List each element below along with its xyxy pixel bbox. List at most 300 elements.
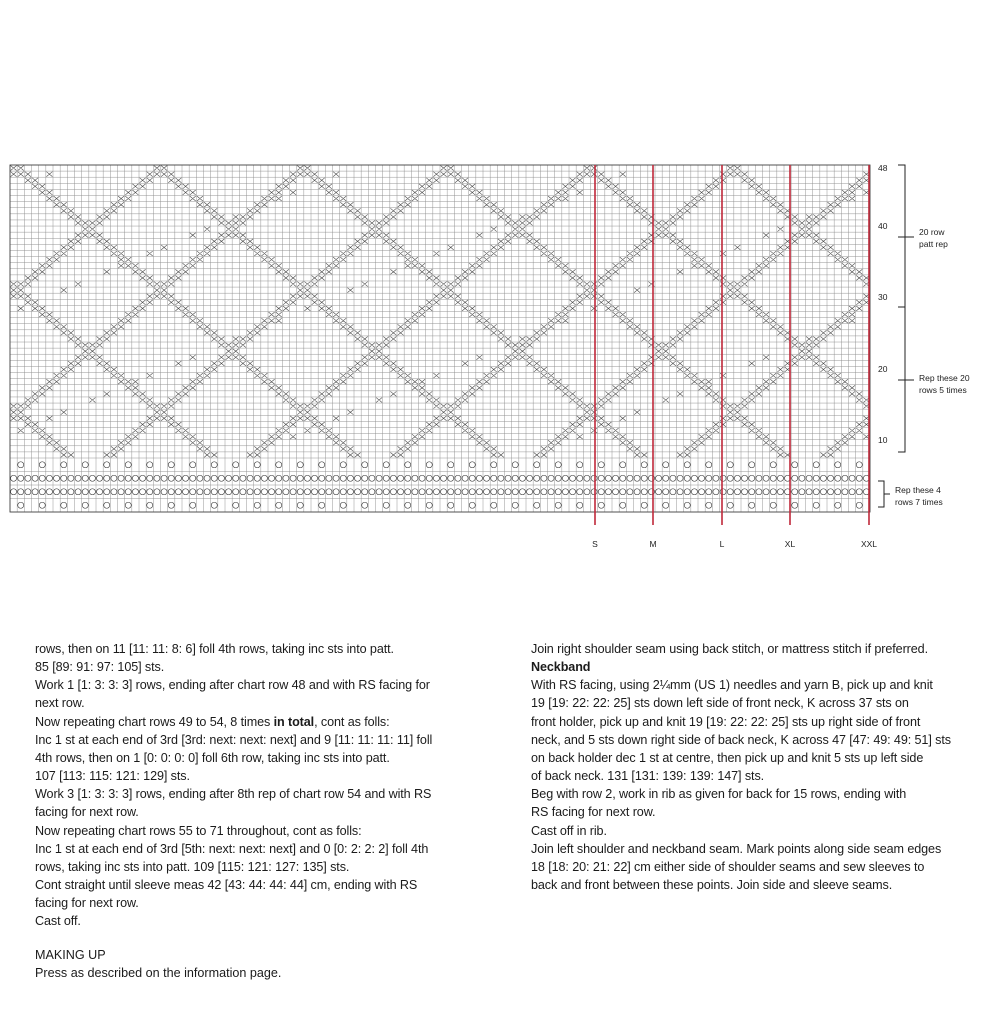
rib-stitch bbox=[175, 489, 181, 495]
rib-stitch bbox=[355, 475, 361, 481]
size-label-xl: XL bbox=[784, 539, 796, 549]
rib-stitch bbox=[813, 489, 819, 495]
rib-stitch bbox=[656, 489, 662, 495]
rib-stitch bbox=[813, 502, 819, 508]
rib-stitch bbox=[233, 462, 239, 468]
rib-stitch bbox=[727, 462, 733, 468]
rib-stitch bbox=[455, 475, 461, 481]
chart-grid bbox=[10, 165, 870, 512]
rib-stitch bbox=[512, 462, 518, 468]
rib-stitch bbox=[663, 489, 669, 495]
rib-stitch bbox=[147, 502, 153, 508]
rib-stitch bbox=[498, 475, 504, 481]
rib-stitch bbox=[734, 475, 740, 481]
rib-stitch bbox=[684, 489, 690, 495]
rib-stitch bbox=[168, 475, 174, 481]
rib-stitch bbox=[111, 489, 117, 495]
rib-stitch bbox=[39, 462, 45, 468]
rib-stitch bbox=[699, 475, 705, 481]
rib-stitch bbox=[663, 462, 669, 468]
text-line: of back neck. 131 [131: 139: 139: 147] sts. bbox=[531, 769, 765, 784]
rib-stitch bbox=[441, 489, 447, 495]
instructions-right-column bbox=[531, 640, 976, 894]
rib-stitch bbox=[749, 489, 755, 495]
rib-stitch bbox=[82, 502, 88, 508]
rib-stitch bbox=[132, 489, 138, 495]
text-line: back and front between these points. Join side and sleeve seams. bbox=[531, 878, 893, 893]
rib-stitch bbox=[390, 475, 396, 481]
rib-stitch bbox=[570, 489, 576, 495]
rib-stitch bbox=[32, 489, 38, 495]
rib-stitch bbox=[405, 462, 411, 468]
text-line: Inc 1 st at each end of 3rd [5th: next: next: next] and 0 [0: 2: 2: 2] foll 4th bbox=[35, 841, 429, 856]
rib-stitch bbox=[276, 502, 282, 508]
rib-stitch bbox=[190, 462, 196, 468]
rib-stitch bbox=[598, 489, 604, 495]
rib-stitch bbox=[405, 475, 411, 481]
making-up-heading: MAKING UP bbox=[35, 948, 106, 962]
text-span: Now repeating chart rows 49 to 54, 8 times bbox=[35, 714, 274, 729]
rib-stitch bbox=[555, 489, 561, 495]
rib-stitch bbox=[519, 489, 525, 495]
rib-stitch bbox=[147, 489, 153, 495]
rib-stitch bbox=[813, 475, 819, 481]
rib-stitch bbox=[462, 489, 468, 495]
rib-stitch bbox=[720, 475, 726, 481]
rib-stitch bbox=[577, 475, 583, 481]
rib-stitch bbox=[856, 462, 862, 468]
rib-stitch bbox=[677, 489, 683, 495]
text-line: Work 3 [1: 3: 3: 3] rows, ending after 8th rep of chart row 54 and with RS bbox=[35, 787, 432, 802]
rib-stitch bbox=[856, 489, 862, 495]
row-number-30: 30 bbox=[878, 292, 888, 302]
rib-stitch bbox=[792, 502, 798, 508]
rib-stitch bbox=[319, 502, 325, 508]
rib-stitch bbox=[283, 475, 289, 481]
rib-stitch bbox=[398, 475, 404, 481]
rib-stitch bbox=[763, 475, 769, 481]
rib-stitch bbox=[727, 475, 733, 481]
rib-stitch bbox=[777, 475, 783, 481]
rib-stitch bbox=[11, 489, 17, 495]
text-line: on back holder dec 1 st at centre, then pick up and knit 5 sts up left side bbox=[531, 750, 924, 765]
rib-stitch bbox=[749, 475, 755, 481]
rib-stitch bbox=[634, 489, 640, 495]
rib-stitch bbox=[584, 489, 590, 495]
rib-stitch bbox=[684, 462, 690, 468]
rib-stitch bbox=[333, 475, 339, 481]
rib-stitch bbox=[641, 489, 647, 495]
rib-stitch bbox=[842, 489, 848, 495]
annotation-rep4-line2: rows 7 times bbox=[895, 497, 943, 507]
text-line: next row. bbox=[35, 696, 85, 711]
rib-stitch bbox=[412, 475, 418, 481]
rib-stitch bbox=[699, 489, 705, 495]
rib-stitch bbox=[663, 475, 669, 481]
annotation-rep20-line2: rows 5 times bbox=[919, 385, 967, 395]
text-line: RS facing for next row. bbox=[531, 805, 656, 820]
rib-stitch bbox=[247, 489, 253, 495]
rib-stitch bbox=[25, 475, 31, 481]
rib-stitch bbox=[376, 489, 382, 495]
rib-stitch bbox=[362, 502, 368, 508]
rib-stitch bbox=[756, 489, 762, 495]
rib-stitch bbox=[620, 489, 626, 495]
rib-stitch bbox=[763, 489, 769, 495]
rib-stitch bbox=[125, 462, 131, 468]
rib-stitch bbox=[240, 489, 246, 495]
rib-stitch bbox=[835, 475, 841, 481]
rib-stitch bbox=[412, 489, 418, 495]
rib-stitch bbox=[663, 502, 669, 508]
rib-stitch bbox=[577, 489, 583, 495]
rib-stitch bbox=[211, 489, 217, 495]
rib-stitch bbox=[548, 475, 554, 481]
rib-stitch bbox=[312, 475, 318, 481]
rib-stitch bbox=[498, 489, 504, 495]
rib-stitch bbox=[362, 489, 368, 495]
rib-stitch bbox=[749, 462, 755, 468]
rib-stitch bbox=[211, 502, 217, 508]
text-line: Join right shoulder seam using back stitch, or mattress stitch if preferred. bbox=[531, 642, 928, 656]
rib-stitch bbox=[168, 462, 174, 468]
rib-stitch bbox=[319, 475, 325, 481]
rib-stitch bbox=[75, 475, 81, 481]
rib-stitch bbox=[190, 489, 196, 495]
rib-stitch bbox=[777, 489, 783, 495]
rib-stitch bbox=[512, 502, 518, 508]
rib-stitch bbox=[211, 475, 217, 481]
rib-stitch bbox=[61, 462, 67, 468]
rib-stitch bbox=[534, 502, 540, 508]
rib-stitch bbox=[340, 475, 346, 481]
rib-stitch bbox=[770, 489, 776, 495]
rib-stitch bbox=[527, 489, 533, 495]
rib-stitch bbox=[519, 475, 525, 481]
rib-stitch bbox=[835, 502, 841, 508]
rib-stitch bbox=[448, 475, 454, 481]
rib-stitch bbox=[204, 475, 210, 481]
rib-stitch bbox=[820, 475, 826, 481]
rib-stitch bbox=[211, 462, 217, 468]
rib-stitch bbox=[61, 475, 67, 481]
rib-stitch bbox=[448, 502, 454, 508]
rib-stitch bbox=[448, 489, 454, 495]
rib-stitch bbox=[842, 475, 848, 481]
rib-stitch bbox=[426, 475, 432, 481]
rib-stitch bbox=[240, 475, 246, 481]
grid-lines bbox=[10, 165, 870, 512]
making-up-text: Press as described on the information page. bbox=[35, 966, 282, 981]
rib-stitch bbox=[54, 475, 60, 481]
rib-stitch bbox=[476, 489, 482, 495]
rib-stitch bbox=[505, 475, 511, 481]
rib-stitch bbox=[197, 489, 203, 495]
text-line: Work 1 [1: 3: 3: 3] rows, ending after chart row 48 and with RS facing for bbox=[35, 678, 430, 693]
rib-stitch bbox=[613, 475, 619, 481]
rib-stitch bbox=[11, 475, 17, 481]
rib-stitch bbox=[340, 462, 346, 468]
rib-stitch bbox=[856, 475, 862, 481]
rib-stitch bbox=[383, 462, 389, 468]
repeat-brackets bbox=[878, 165, 914, 507]
rib-stitch bbox=[720, 489, 726, 495]
rib-stitch bbox=[806, 489, 812, 495]
size-label-m: M bbox=[649, 539, 657, 549]
rib-stitch bbox=[297, 475, 303, 481]
rib-stitch bbox=[641, 475, 647, 481]
rib-stitch bbox=[656, 475, 662, 481]
rib-stitch bbox=[233, 475, 239, 481]
rib-stitch bbox=[104, 489, 110, 495]
rib-stitch bbox=[820, 489, 826, 495]
size-labels bbox=[592, 539, 877, 549]
rib-stitch bbox=[584, 475, 590, 481]
rib-stitch bbox=[627, 489, 633, 495]
rib-stitch bbox=[770, 502, 776, 508]
rib-stitch bbox=[147, 462, 153, 468]
rib-stitch bbox=[269, 489, 275, 495]
rib-stitch bbox=[340, 489, 346, 495]
rib-stitch bbox=[548, 489, 554, 495]
rib-stitch bbox=[261, 475, 267, 481]
rib-stitch bbox=[111, 475, 117, 481]
rib-stitch bbox=[118, 475, 124, 481]
rib-stitch bbox=[369, 489, 375, 495]
rib-stitch bbox=[433, 489, 439, 495]
rib-stitch bbox=[620, 475, 626, 481]
rib-stitch bbox=[312, 489, 318, 495]
rib-stitch bbox=[541, 475, 547, 481]
text-line: 4th rows, then on 1 [0: 0: 0: 0] foll 6th row, taking inc sts into patt. bbox=[35, 750, 390, 765]
text-line: rows, taking inc sts into patt. 109 [115: 121: 127: 135] sts. bbox=[35, 859, 350, 874]
rib-stitch bbox=[168, 502, 174, 508]
text-line: front holder, pick up and knit 19 [19: 22: 22: 25] sts up right side of front bbox=[531, 714, 921, 729]
rib-stitch bbox=[204, 489, 210, 495]
rib-stitch bbox=[276, 489, 282, 495]
rib-stitch bbox=[534, 475, 540, 481]
rib-stitch bbox=[347, 489, 353, 495]
rib-stitch bbox=[419, 475, 425, 481]
rib-stitch bbox=[283, 489, 289, 495]
rib-stitch bbox=[297, 489, 303, 495]
rib-stitch bbox=[613, 489, 619, 495]
rib-stitch bbox=[813, 462, 819, 468]
rib-stitch bbox=[190, 502, 196, 508]
rib-stitch bbox=[147, 475, 153, 481]
rib-stitch bbox=[125, 475, 131, 481]
rib-stitch bbox=[82, 475, 88, 481]
text-line: Inc 1 st at each end of 3rd [3rd: next: next: next] and 9 [11: 11: 11: 11] foll bbox=[35, 732, 433, 747]
rib-stitch bbox=[598, 502, 604, 508]
annotation-patt-rep-line1: 20 row bbox=[919, 227, 945, 237]
rib-stitch bbox=[598, 475, 604, 481]
rib-stitch bbox=[161, 489, 167, 495]
rib-stitch bbox=[197, 475, 203, 481]
rib-stitch bbox=[691, 489, 697, 495]
rib-stitch bbox=[254, 502, 260, 508]
text-line: Cast off in rib. bbox=[531, 823, 607, 838]
rib-stitch bbox=[89, 475, 95, 481]
rib-stitch bbox=[426, 489, 432, 495]
row-number-labels bbox=[878, 163, 888, 445]
rib-stitch bbox=[562, 475, 568, 481]
rib-stitch bbox=[534, 462, 540, 468]
rib-stitch bbox=[347, 475, 353, 481]
rib-stitch bbox=[276, 462, 282, 468]
instructions-left-column bbox=[35, 640, 505, 931]
rib-stitch bbox=[792, 462, 798, 468]
rib-stitch bbox=[18, 502, 24, 508]
rib-stitch bbox=[491, 475, 497, 481]
rib-stitch bbox=[770, 462, 776, 468]
rib-stitch bbox=[469, 489, 475, 495]
rib-stitch bbox=[190, 475, 196, 481]
rib-stitch bbox=[670, 475, 676, 481]
rib-stitch bbox=[183, 475, 189, 481]
rib-stitch bbox=[25, 489, 31, 495]
rib-stitch bbox=[290, 475, 296, 481]
size-label-s: S bbox=[592, 539, 598, 549]
rib-stitch bbox=[68, 489, 74, 495]
rib-stitch bbox=[97, 475, 103, 481]
rib-stitch bbox=[684, 502, 690, 508]
rib-stitch bbox=[319, 489, 325, 495]
rib-stitch bbox=[792, 489, 798, 495]
rib-stitch bbox=[383, 475, 389, 481]
rib-stitch bbox=[441, 475, 447, 481]
rib-stitch bbox=[247, 475, 253, 481]
rib-stitch bbox=[254, 462, 260, 468]
rib-stitch bbox=[605, 475, 611, 481]
rib-stitch bbox=[269, 475, 275, 481]
rib-stitch bbox=[254, 489, 260, 495]
rib-stitch bbox=[140, 489, 146, 495]
row-number-10: 10 bbox=[878, 435, 888, 445]
rib-stitch bbox=[18, 475, 24, 481]
rib-stitch bbox=[835, 489, 841, 495]
rib-stitch bbox=[326, 475, 332, 481]
rib-stitch bbox=[469, 502, 475, 508]
rib-stitch bbox=[132, 475, 138, 481]
rib-stitch bbox=[512, 475, 518, 481]
rib-stitch bbox=[641, 462, 647, 468]
rib-stitch bbox=[527, 475, 533, 481]
rib-stitch bbox=[448, 462, 454, 468]
rib-stitch bbox=[742, 489, 748, 495]
rib-stitch bbox=[18, 462, 24, 468]
size-label-xxl: XXL bbox=[860, 539, 878, 549]
rib-stitch bbox=[154, 475, 160, 481]
rib-stitch bbox=[398, 489, 404, 495]
rib-stitch bbox=[362, 475, 368, 481]
neckband-heading: Neckband bbox=[531, 660, 591, 675]
rib-stitch bbox=[426, 502, 432, 508]
text-line: Cont straight until sleeve meas 42 [43: 44: 44: 44] cm, ending with RS bbox=[35, 878, 418, 893]
rib-stitch bbox=[276, 475, 282, 481]
rib-stitch bbox=[226, 475, 232, 481]
rib-stitch bbox=[734, 489, 740, 495]
rib-stitch bbox=[46, 475, 52, 481]
rib-stitch bbox=[168, 489, 174, 495]
rib-stitch bbox=[627, 475, 633, 481]
rib-stitch bbox=[713, 475, 719, 481]
text-line: facing for next row. bbox=[35, 896, 139, 911]
rib-stitch bbox=[534, 489, 540, 495]
rib-stitch bbox=[620, 502, 626, 508]
rib-stitch bbox=[362, 462, 368, 468]
rib-stitch bbox=[233, 502, 239, 508]
row-number-20: 20 bbox=[878, 364, 888, 374]
rib-stitch bbox=[577, 462, 583, 468]
text-line: Now repeating chart rows 55 to 71 throughout, cont as folls: bbox=[35, 823, 362, 838]
rib-stitch bbox=[570, 475, 576, 481]
rib-stitch bbox=[140, 475, 146, 481]
rib-stitch bbox=[605, 489, 611, 495]
rib-stitch bbox=[792, 475, 798, 481]
rib-stitch bbox=[175, 475, 181, 481]
rib-stitch bbox=[541, 489, 547, 495]
rib-stitch bbox=[706, 462, 712, 468]
rib-stitch bbox=[390, 489, 396, 495]
annotation-rep4-line1: Rep these 4 bbox=[895, 485, 941, 495]
rib-stitch bbox=[512, 489, 518, 495]
rib-stitch bbox=[433, 475, 439, 481]
rib-stitch bbox=[828, 489, 834, 495]
rib-stitch bbox=[290, 489, 296, 495]
rib-stitch bbox=[304, 489, 310, 495]
rib-stitch bbox=[727, 502, 733, 508]
rib-stitch bbox=[39, 502, 45, 508]
rib-stitch bbox=[562, 489, 568, 495]
rib-stitch bbox=[555, 462, 561, 468]
rib-stitch bbox=[799, 489, 805, 495]
rib-stitch bbox=[104, 475, 110, 481]
rib-stitch bbox=[154, 489, 160, 495]
size-label-l: L bbox=[719, 539, 725, 549]
rib-stitch bbox=[61, 489, 67, 495]
rib-stitch bbox=[82, 462, 88, 468]
rib-stitch bbox=[68, 475, 74, 481]
text-line: Join left shoulder and neckband seam. Mark points along side seam edges bbox=[531, 841, 942, 856]
rib-stitch bbox=[462, 475, 468, 481]
row-number-48: 48 bbox=[878, 163, 888, 173]
size-lines bbox=[595, 165, 869, 525]
rib-stitch bbox=[218, 475, 224, 481]
rib-stitch bbox=[706, 502, 712, 508]
rib-stitch bbox=[691, 475, 697, 481]
making-up-section bbox=[35, 946, 281, 982]
rib-stitch bbox=[806, 475, 812, 481]
rib-stitch bbox=[491, 462, 497, 468]
rib-stitch bbox=[125, 489, 131, 495]
annotation-patt-rep-line2: patt rep bbox=[919, 239, 948, 249]
rib-stitch bbox=[491, 489, 497, 495]
rib-stitch bbox=[749, 502, 755, 508]
rib-stitch bbox=[756, 475, 762, 481]
rib-stitch bbox=[383, 502, 389, 508]
rib-stitch bbox=[727, 489, 733, 495]
rib-stitch bbox=[491, 502, 497, 508]
rib-stitch bbox=[419, 489, 425, 495]
rib-stitch bbox=[455, 489, 461, 495]
rib-stitch bbox=[304, 475, 310, 481]
rib-stitch bbox=[355, 489, 361, 495]
rib-stitch bbox=[97, 489, 103, 495]
rib-stitch bbox=[54, 489, 60, 495]
rib-stitch bbox=[297, 462, 303, 468]
rib-stitch bbox=[799, 475, 805, 481]
